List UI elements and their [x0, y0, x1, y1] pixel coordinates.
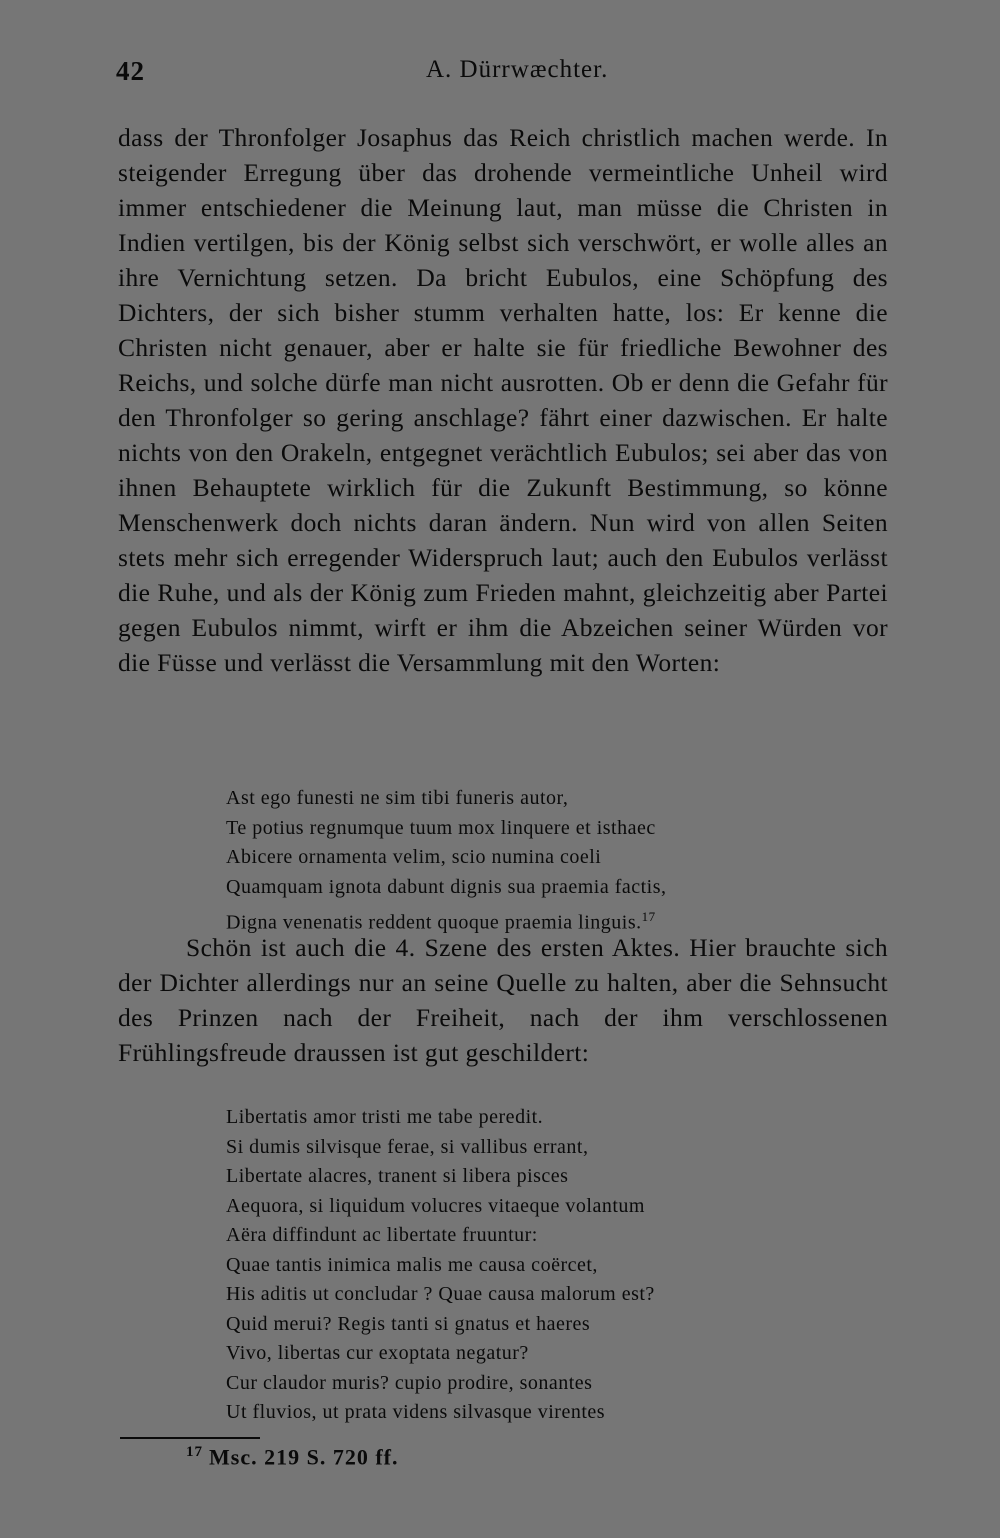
footnote-number: 17: [186, 1444, 203, 1460]
verse-line: Vivo, libertas cur exoptata negatur?: [226, 1342, 529, 1364]
verse-line: Te potius regnumque tuum mox linquere et isthaec: [226, 816, 656, 839]
body-paragraph: dass der Thronfolger Josaphus das Reich christlich machen werde. In steigender Erregung über das drohende vermeintliche Unheil wird immer entschiedener die Meinung laut, man müsse die Christen in Indien vertilgen, bis der König selbst sich verschwört, er wolle alles an ihre Vernichtung setzen. Da bricht Eubulos, eine Schöpfung des Dichters, der sich bisher stumm verhalten hatte, los: Er kenne die Christen nicht genauer, aber er halte sie für friedliche Bewohner des Reichs, und solche dürfe man nicht ausrotten. Ob er denn die Gefahr für den Thronfolger so gering anschlage? fährt einer dazwischen. Er halte nichts von den Orakeln, entgegnet verächtlich Eubulos; sei aber das von ihnen Behauptete wirklich für die Zukunft Bestimmung, so könne Menschenwerk doch nichts daran ändern. Nun wird von allen Seiten stets mehr sich erregender Widerspruch laut; auch den Eubulos verlässt die Ruhe, und als der König zum Frieden mahnt, gleichzeitig aber Partei gegen Eubulos nimmt, wirft er ihm die Abzeichen seiner Würden vor die Füsse und verlässt die Versammlung mit den Worten:: [118, 123, 888, 677]
verse-line: Abicere ornamenta velim, scio numina coeli: [226, 846, 602, 868]
footnote-divider: [120, 1437, 260, 1439]
verse-line: Quid merui? Regis tanti si gnatus et haeres: [226, 1312, 591, 1335]
verse-line: Ut fluvios, ut prata videns silvasque virentes: [226, 1401, 606, 1423]
verse-line: His aditis ut concludar ? Quae causa malorum est?: [226, 1283, 655, 1305]
verse-line: Si dumis silvisque ferae, si vallibus errant,: [226, 1135, 589, 1158]
verse-line: Libertate alacres, tranent si libera pisces: [226, 1165, 569, 1187]
page-number: 42: [116, 56, 145, 86]
verse-line-text: Digna venenatis reddent quoque praemia linguis.: [226, 911, 642, 934]
verse-line: Quamquam ignota dabunt dignis sua praemia factis,: [226, 875, 667, 898]
latin-verse-quote: [226, 784, 906, 938]
verse-line: Ast ego funesti ne sim tibi funeris autor,: [226, 787, 569, 809]
verse-line: Cur claudor muris? cupio prodire, sonantes: [226, 1371, 593, 1394]
latin-verse-quote: [226, 1103, 906, 1428]
verse-line: Aëra diffindunt ac libertate fruuntur:: [226, 1224, 538, 1246]
verse-line: Quae tantis inimica malis me causa coërcet,: [226, 1253, 598, 1276]
running-head: A. Dürrwæchter.: [426, 56, 609, 83]
footnote: [186, 1444, 398, 1470]
body-paragraph: Schön ist auch die 4. Szene des ersten Aktes. Hier brauchte sich der Dichter allerdings nur an seine Quelle zu halten, aber die Sehnsucht des Prinzen nach der Freiheit, nach der ihm verschlossenen Frühlingsfreude draussen ist gut geschildert:: [118, 933, 888, 1067]
verse-line: Aequora, si liquidum volucres vitaeque volantum: [226, 1194, 645, 1217]
verse-line: Libertatis amor tristi me tabe peredit.: [226, 1106, 544, 1128]
footnote-text: Msc. 219 S. 720 ff.: [209, 1444, 399, 1470]
footnote-reference: 17: [641, 909, 656, 924]
